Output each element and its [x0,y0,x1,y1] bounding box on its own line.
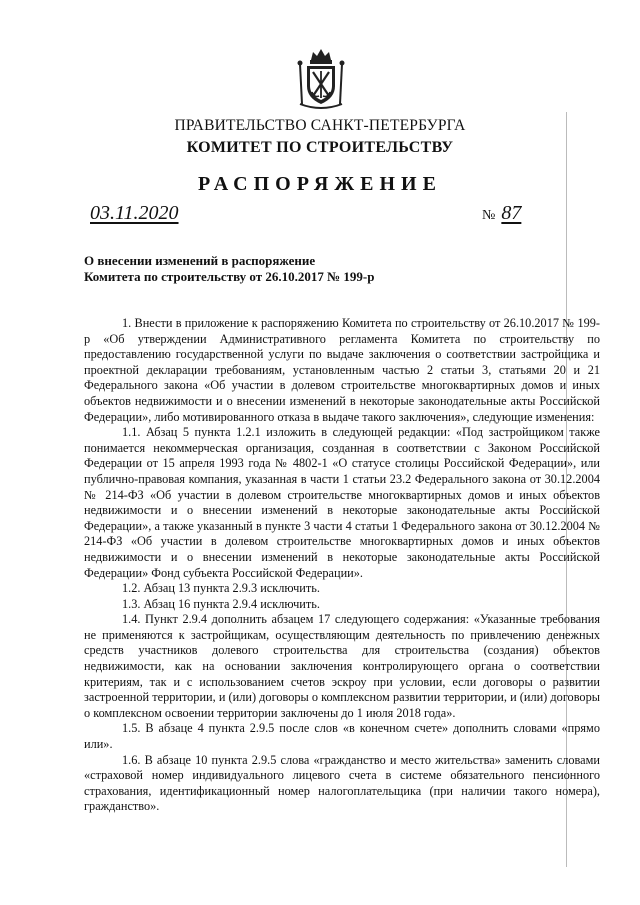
body-paragraph: 1.2. Абзац 13 пункта 2.9.3 исключить. [122,581,320,596]
body-paragraph: 1.5. В абзаце 4 пункта 2.9.5 после слов «в конечном счете» дополнить словами «прямо или». [84,721,600,752]
document-date: 03.11.2020 [90,202,179,224]
document-number: 87 [501,202,522,224]
body-paragraph: 1. Внести в приложение к распоряжению Комитета по строительству от 26.10.2017 № 199-р «Об утверждении Административного регламента Комитета по строительству по предоставлению государственной услуги по выдаче заключения о соответствии застройщика и проектной декларации требованиям, установленным частью 2 статьи 3, статьями 20 и 21 Федерального закона «Об участии в долевом строительстве многоквартирных домов и иных объектов недвижимости и о внесении изменений в некоторые законодательные акты Российской Федерации», либо мотивированного отказа в выдаче такого заключения», следующие изменения: [84,316,600,424]
document-number-line [482,202,521,225]
body-paragraph: 1.1. Абзац 5 пункта 1.2.1 изложить в следующей редакции: «Под застройщиком также понимается некоммерческая организация, созданная в соответствии с Законом Российской Федерации от 15 апреля 1993 года № 4802-1 «О статусе столицы Российской Федерации», или публично-правовая компания, указанная в части 1 статьи 23.2 Федерального закона от 30.12.2004 № 214-ФЗ «Об участии в долевом строительстве многоквартирных домов и иных объектов недвижимости и о внесении изменений в некоторые законодательные акты Российской Федерации», а также указанный в пункте 3 части 4 статьи 1 Федерального закона от 30.12.2004 № 214-ФЗ «Об участии в долевом строительстве многоквартирных домов и иных объектов недвижимости и о внесении изменений в некоторые законодательные акты Российской Федерации» Фонд субъекта Российской Федерации». [84,425,600,580]
document-type-title: РАСПОРЯЖЕНИЕ [198,173,442,195]
subject-line: Комитета по строительству от 26.10.2017 № 199-р [84,269,375,284]
document-body [84,316,600,815]
body-paragraph: 1.6. В абзаце 10 пункта 2.9.5 слова «гражданство и место жительства» заменить словами «страховой номер индивидуального лицевого счета в системе обязательного пенсионного страхования, идентификационный номер налогоплательщика (при наличии такого номера), гражданство». [84,752,600,814]
document-subject [84,253,375,285]
government-heading: ПРАВИТЕЛЬСТВО САНКТ-ПЕТЕРБУРГА [174,117,466,134]
saint-petersburg-coat-of-arms-icon [292,46,350,112]
number-label: № [482,208,496,223]
committee-heading: КОМИТЕТ ПО СТРОИТЕЛЬСТВУ [186,139,454,156]
body-paragraph: 1.3. Абзац 16 пункта 2.9.4 исключить. [122,596,320,611]
subject-line: О внесении изменений в распоряжение [84,253,316,268]
body-paragraph: 1.4. Пункт 2.9.4 дополнить абзацем 17 следующего содержания: «Указанные требования не применяются к застройщикам, осуществляющим деятельность по привлечению денежных средств участников долевого строительства для строительства (создания) объектов недвижимости, как на основании заключения контролирующего органа о соответствии критериям, так и с использованием счетов эскроу при условии, если договоры о развитии застроенной территории, и (или) договоры о комплексном развитии территории, и (или) договоры о комплексном освоении территории заключены до 1 июля 2018 года». [84,612,600,720]
